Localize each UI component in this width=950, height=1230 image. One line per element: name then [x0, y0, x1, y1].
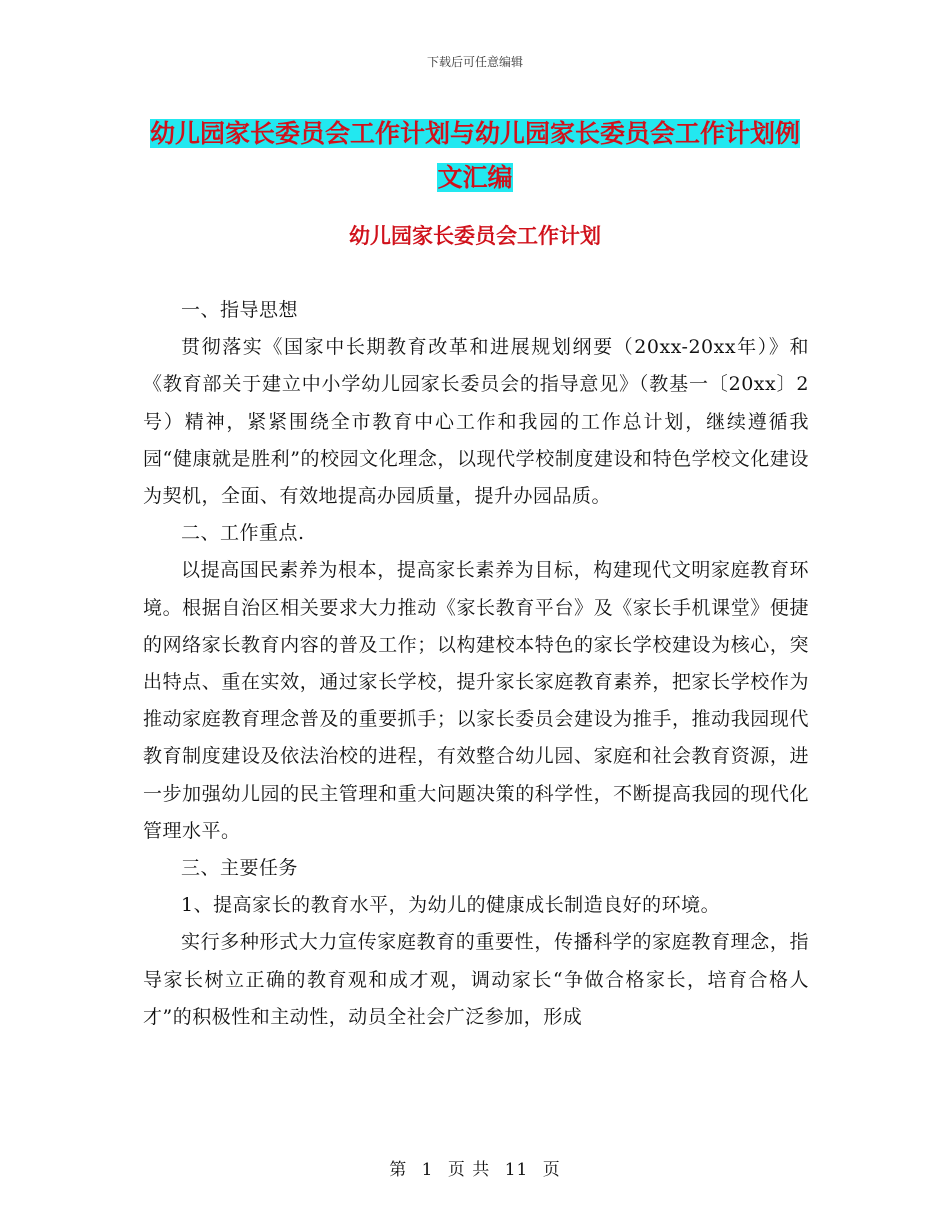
heading-guiding-ideology: 一、指导思想 [181, 299, 299, 321]
paragraph-guiding-ideology: 贯彻落实《国家中长期教育改革和进展规划纲要（20xx-20xx年）》和《教育部关于建立中小学幼儿园家长委员会的指导意见》（教基一〔20xx〕2号）精神，紧紧围绕全市教育中心工作和我园的工作总计划，继续遵循我园“健康就是胜利”的校园文化理念，以现代学校制度建设和特色学校文化建设为契机，全面、有效地提高办园质量，提升办园品质。 [143, 336, 809, 508]
footer-prefix: 第 [389, 1160, 408, 1180]
heading-main-tasks: 三、主要任务 [181, 857, 299, 880]
main-title [140, 112, 810, 200]
paragraph-task-1: 1、提高家长的教育水平，为幼儿的健康成长制造良好的环境。 [181, 894, 721, 917]
paragraph-task-1-detail: 实行多种形式大力宣传家庭教育的重要性，传播科学的家庭教育理念，指导家长树立正确的教育观和成才观，调动家长“争做合格家长，培育合格人才”的积极性和主动性，动员全社会广泛参加，形成 [143, 931, 809, 1028]
section-title: 幼儿园家长委员会工作计划 [349, 224, 601, 248]
footer-suffix: 页 [542, 1160, 561, 1180]
document-body [143, 292, 809, 1036]
heading-work-focus: 二、工作重点. [181, 522, 305, 545]
footer-page-number: 1 [421, 1160, 434, 1180]
main-title-text: 幼儿园家长委员会工作计划与幼儿园家长委员会工作计划例文汇编 [149, 119, 800, 192]
paragraph-work-focus: 以提高国民素养为根本，提高家长素养为目标，构建现代文明家庭教育环境。根据自治区相关要求大力推动《家长教育平台》及《家长手机课堂》便捷的网络家长教育内容的普及工作；以构建校本特色的家长学校建设为核心，突出特点、重在实效，通过家长学校，提升家长家庭教育素养，把家长学校作为推动家庭教育理念普及的重要抓手；以家长委员会建设为推手，推动我园现代教育制度建设及依法治校的进程，有效整合幼儿园、家庭和社会教育资源，进一步加强幼儿园的民主管理和重大问题决策的科学性，不断提高我园的现代化管理水平。 [143, 559, 809, 842]
page-footer [0, 1155, 950, 1180]
header-note: 下载后可任意编辑 [426, 55, 523, 69]
footer-total-pages: 11 [504, 1160, 529, 1180]
footer-mid: 页 共 [447, 1160, 491, 1180]
